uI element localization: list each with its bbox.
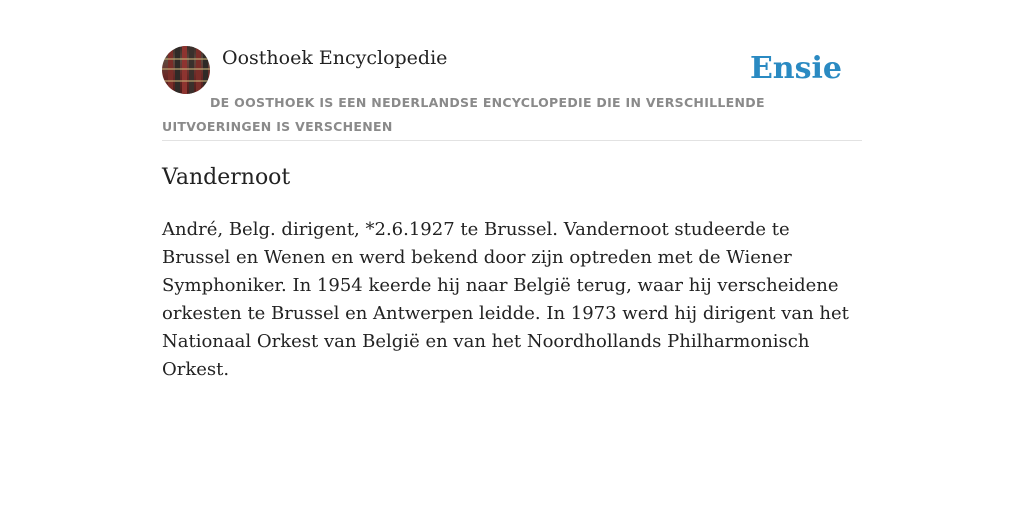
encyclopedia-books-icon	[162, 46, 210, 94]
brand-logo[interactable]: Ensie	[749, 51, 842, 86]
source-name[interactable]: Oosthoek Encyclopedie	[222, 47, 448, 69]
article-body: André, Belg. dirigent, *2.6.1927 te Brussel. Vandernoot studeerde te Brussel en Wenen en werd bekend door zijn optreden met de Wiener Symphoniker. In 1954 keerde hij naar België terug, waar hij verscheidene orkesten te Brussel en Antwerpen leidde. In 1973 werd hij dirigent van het Nationaal Orkest van België en van het Noordhollands Philharmonisch Orkest.	[162, 219, 849, 380]
source-description: DE OOSTHOEK IS EEN NEDERLANDSE ENCYCLOPEDIE DIE IN VERSCHILLENDE UITVOERINGEN IS VERSCHENEN	[162, 95, 765, 134]
source-header	[162, 46, 862, 141]
article-title: Vandernoot	[162, 165, 291, 190]
